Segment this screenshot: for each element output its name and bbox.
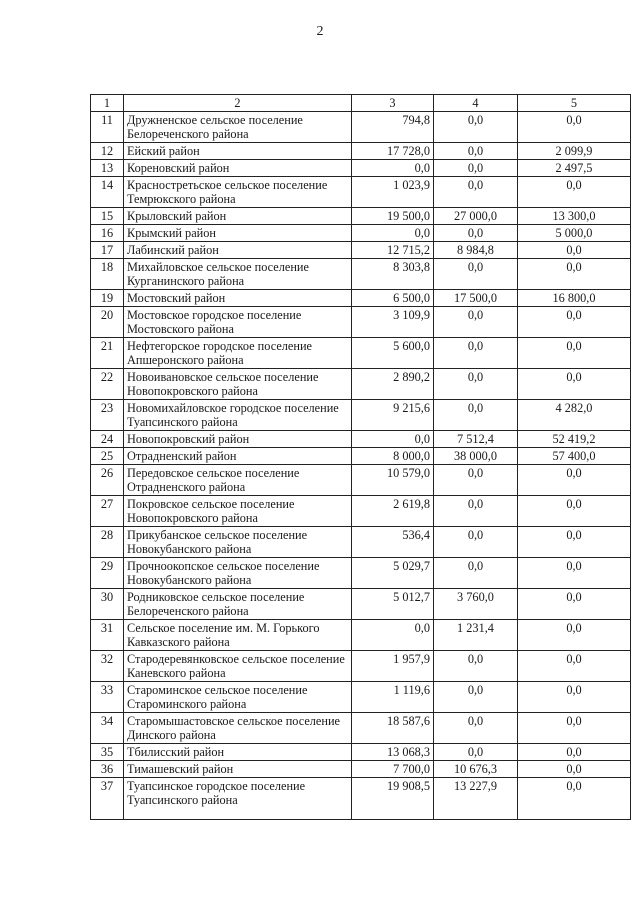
row-value-4: 3 760,0 (434, 589, 518, 620)
row-value-3: 8 303,8 (352, 259, 434, 290)
row-value-4: 27 000,0 (434, 208, 518, 225)
row-value-3: 8 000,0 (352, 448, 434, 465)
row-value-5: 0,0 (518, 112, 631, 143)
row-value-3: 0,0 (352, 431, 434, 448)
row-name: Тбилисский район (124, 744, 352, 761)
page-number: 2 (316, 24, 324, 39)
row-value-5: 0,0 (518, 744, 631, 761)
row-number: 26 (91, 465, 124, 496)
row-value-3: 6 500,0 (352, 290, 434, 307)
row-name: Старомышастовское сельское поселение Динского района (124, 713, 352, 744)
row-name: Староминское сельское поселение Староминского района (124, 682, 352, 713)
row-name: Михайловское сельское поселение Курганинского района (124, 259, 352, 290)
row-value-3: 1 957,9 (352, 651, 434, 682)
row-value-4: 38 000,0 (434, 448, 518, 465)
row-value-5: 2 497,5 (518, 160, 631, 177)
row-number: 29 (91, 558, 124, 589)
row-value-5: 0,0 (518, 527, 631, 558)
row-value-3: 2 890,2 (352, 369, 434, 400)
row-value-4: 0,0 (434, 465, 518, 496)
row-value-3: 18 587,6 (352, 713, 434, 744)
row-name: Передовское сельское поселение Отрадненского района (124, 465, 352, 496)
row-value-4: 7 512,4 (434, 431, 518, 448)
header-cell-2: 2 (124, 95, 352, 112)
row-number: 19 (91, 290, 124, 307)
table-row (91, 527, 631, 558)
row-value-4: 0,0 (434, 400, 518, 431)
table-row (91, 290, 631, 307)
table-row (91, 589, 631, 620)
row-value-3: 0,0 (352, 160, 434, 177)
row-number: 32 (91, 651, 124, 682)
row-value-3: 1 119,6 (352, 682, 434, 713)
row-name: Мостовское городское поселение Мостовского района (124, 307, 352, 338)
row-name: Красностретьское сельское поселение Темрюкского района (124, 177, 352, 208)
row-name: Дружненское сельское поселение Белореченского района (124, 112, 352, 143)
row-name: Отрадненский район (124, 448, 352, 465)
header-cell-1: 1 (91, 95, 124, 112)
row-value-5: 2 099,9 (518, 143, 631, 160)
row-value-5: 4 282,0 (518, 400, 631, 431)
row-number: 33 (91, 682, 124, 713)
row-value-3: 0,0 (352, 620, 434, 651)
row-value-5: 0,0 (518, 307, 631, 338)
row-value-5: 0,0 (518, 177, 631, 208)
row-value-4: 0,0 (434, 338, 518, 369)
allocation-table (90, 94, 631, 820)
row-value-3: 2 619,8 (352, 496, 434, 527)
row-value-4: 0,0 (434, 369, 518, 400)
table-row (91, 307, 631, 338)
table-row (91, 338, 631, 369)
row-name: Тимашевский район (124, 761, 352, 778)
table-row (91, 761, 631, 778)
row-value-4: 8 984,8 (434, 242, 518, 259)
row-number: 20 (91, 307, 124, 338)
row-name: Нефтегорское городское поселение Апшеронского района (124, 338, 352, 369)
row-number: 35 (91, 744, 124, 761)
row-number: 34 (91, 713, 124, 744)
row-number: 12 (91, 143, 124, 160)
row-number: 11 (91, 112, 124, 143)
row-name: Сельское поселение им. М. Горького Кавказского района (124, 620, 352, 651)
table-row (91, 496, 631, 527)
row-value-5: 0,0 (518, 369, 631, 400)
row-value-4: 0,0 (434, 112, 518, 143)
row-value-5: 0,0 (518, 465, 631, 496)
row-number: 21 (91, 338, 124, 369)
row-value-4: 0,0 (434, 496, 518, 527)
row-value-4: 0,0 (434, 225, 518, 242)
row-value-5: 16 800,0 (518, 290, 631, 307)
row-value-4: 0,0 (434, 177, 518, 208)
row-name: Прикубанское сельское поселение Новокубанского района (124, 527, 352, 558)
table-row (91, 431, 631, 448)
table-row (91, 682, 631, 713)
row-value-3: 13 068,3 (352, 744, 434, 761)
row-value-4: 1 231,4 (434, 620, 518, 651)
table-row (91, 259, 631, 290)
table-row (91, 160, 631, 177)
row-name: Туапсинское городское поселение Туапсинского района (124, 778, 352, 820)
row-number: 18 (91, 259, 124, 290)
table-row (91, 400, 631, 431)
row-number: 17 (91, 242, 124, 259)
row-value-3: 3 109,9 (352, 307, 434, 338)
table-row (91, 713, 631, 744)
table-row (91, 225, 631, 242)
row-number: 16 (91, 225, 124, 242)
table-row (91, 651, 631, 682)
header-cell-3: 3 (352, 95, 434, 112)
table-row (91, 448, 631, 465)
row-number: 15 (91, 208, 124, 225)
row-value-3: 9 215,6 (352, 400, 434, 431)
row-value-4: 0,0 (434, 558, 518, 589)
row-value-3: 794,8 (352, 112, 434, 143)
row-value-5: 13 300,0 (518, 208, 631, 225)
row-value-5: 0,0 (518, 242, 631, 259)
row-number: 37 (91, 778, 124, 820)
header-cell-5: 5 (518, 95, 631, 112)
table-row (91, 620, 631, 651)
row-number: 27 (91, 496, 124, 527)
row-number: 13 (91, 160, 124, 177)
row-number: 24 (91, 431, 124, 448)
row-value-5: 0,0 (518, 589, 631, 620)
row-value-3: 10 579,0 (352, 465, 434, 496)
row-name: Крымский район (124, 225, 352, 242)
table-row (91, 242, 631, 259)
row-name: Новомихайловское городское поселение Туапсинского района (124, 400, 352, 431)
row-number: 30 (91, 589, 124, 620)
row-value-3: 17 728,0 (352, 143, 434, 160)
table-row (91, 208, 631, 225)
table-row (91, 112, 631, 143)
row-value-4: 0,0 (434, 744, 518, 761)
row-value-5: 57 400,0 (518, 448, 631, 465)
row-value-3: 5 012,7 (352, 589, 434, 620)
row-value-5: 0,0 (518, 761, 631, 778)
row-number: 36 (91, 761, 124, 778)
row-name: Ейский район (124, 143, 352, 160)
row-value-4: 0,0 (434, 682, 518, 713)
row-value-5: 0,0 (518, 651, 631, 682)
table-row (91, 369, 631, 400)
row-value-5: 0,0 (518, 682, 631, 713)
row-value-3: 7 700,0 (352, 761, 434, 778)
table-row (91, 558, 631, 589)
table-row (91, 143, 631, 160)
row-value-4: 0,0 (434, 160, 518, 177)
header-cell-4: 4 (434, 95, 518, 112)
row-value-3: 19 500,0 (352, 208, 434, 225)
table-row (91, 744, 631, 761)
table-row (91, 465, 631, 496)
row-value-5: 52 419,2 (518, 431, 631, 448)
row-value-5: 0,0 (518, 713, 631, 744)
row-value-3: 12 715,2 (352, 242, 434, 259)
row-value-5: 0,0 (518, 558, 631, 589)
row-value-4: 0,0 (434, 651, 518, 682)
row-value-3: 0,0 (352, 225, 434, 242)
row-name: Прочноокопское сельское поселение Новокубанского района (124, 558, 352, 589)
row-name: Новоивановское сельское поселение Новопокровского района (124, 369, 352, 400)
row-number: 28 (91, 527, 124, 558)
row-name: Мостовский район (124, 290, 352, 307)
row-value-3: 536,4 (352, 527, 434, 558)
row-value-3: 5 600,0 (352, 338, 434, 369)
row-value-5: 5 000,0 (518, 225, 631, 242)
row-value-5: 0,0 (518, 778, 631, 820)
row-number: 25 (91, 448, 124, 465)
row-value-5: 0,0 (518, 259, 631, 290)
row-number: 31 (91, 620, 124, 651)
row-number: 14 (91, 177, 124, 208)
table-row (91, 778, 631, 820)
row-value-3: 5 029,7 (352, 558, 434, 589)
row-name: Покровское сельское поселение Новопокровского района (124, 496, 352, 527)
table-body (91, 95, 631, 820)
row-value-4: 13 227,9 (434, 778, 518, 820)
row-name: Лабинский район (124, 242, 352, 259)
row-value-5: 0,0 (518, 338, 631, 369)
row-name: Новопокровский район (124, 431, 352, 448)
row-number: 23 (91, 400, 124, 431)
row-value-4: 0,0 (434, 713, 518, 744)
row-value-5: 0,0 (518, 496, 631, 527)
row-value-5: 0,0 (518, 620, 631, 651)
row-value-4: 0,0 (434, 527, 518, 558)
row-name: Крыловский район (124, 208, 352, 225)
row-value-4: 10 676,3 (434, 761, 518, 778)
header-row (91, 95, 631, 112)
row-name: Родниковское сельское поселение Белореченского района (124, 589, 352, 620)
row-value-3: 19 908,5 (352, 778, 434, 820)
row-name: Кореновский район (124, 160, 352, 177)
table-row (91, 177, 631, 208)
row-value-4: 0,0 (434, 259, 518, 290)
row-value-4: 0,0 (434, 143, 518, 160)
row-value-3: 1 023,9 (352, 177, 434, 208)
row-value-4: 0,0 (434, 307, 518, 338)
row-value-4: 17 500,0 (434, 290, 518, 307)
row-name: Стародеревянковское сельское поселение Каневского района (124, 651, 352, 682)
row-number: 22 (91, 369, 124, 400)
